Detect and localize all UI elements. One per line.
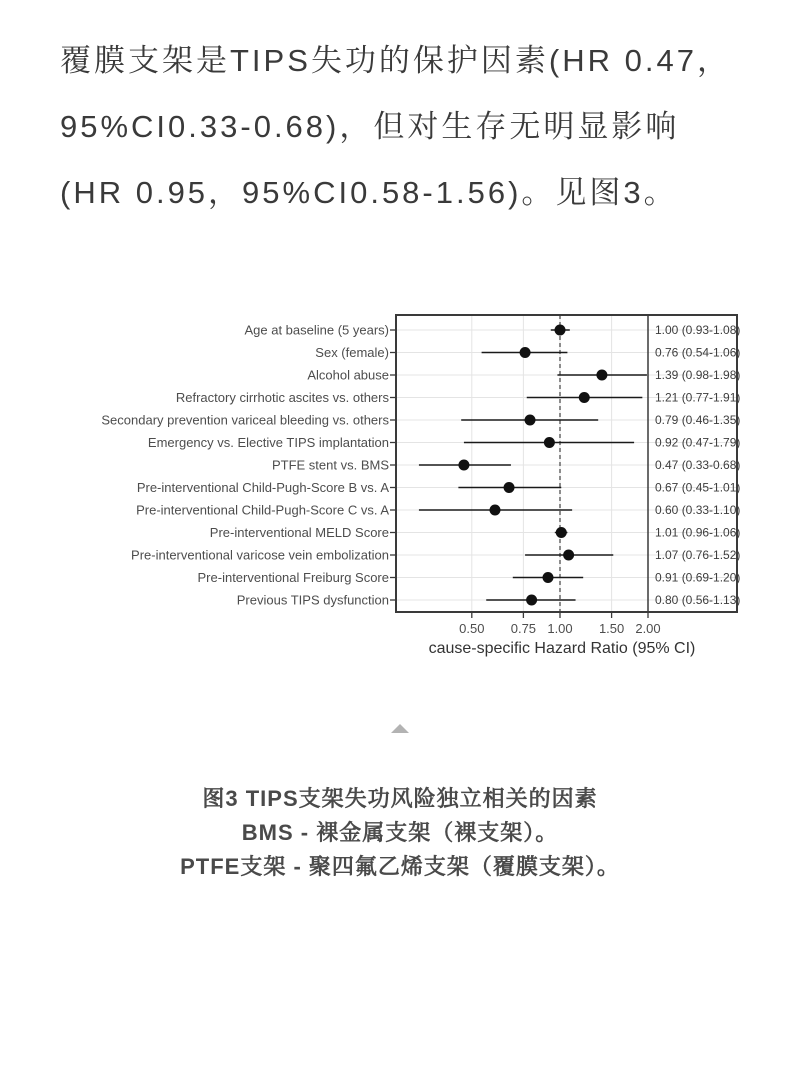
row-value: 0.80 (0.56-1.13) bbox=[655, 593, 741, 607]
row-value: 1.07 (0.76-1.52) bbox=[655, 548, 741, 562]
caption-line: BMS - 裸金属支架（裸支架）。 bbox=[241, 820, 559, 845]
row-value: 0.76 (0.54-1.06) bbox=[655, 345, 741, 360]
hr-point bbox=[526, 595, 537, 606]
triangle-up-icon bbox=[391, 724, 409, 733]
body-paragraph bbox=[60, 28, 750, 226]
x-tick-label: 0.75 bbox=[510, 621, 537, 636]
row-label: Sex (female) bbox=[315, 345, 389, 360]
row-value: 0.92 (0.47-1.79) bbox=[655, 435, 741, 450]
x-tick-label: 0.50 bbox=[459, 621, 485, 636]
x-tick-label: 1.00 bbox=[547, 621, 573, 636]
caption-line: PTFE支架 - 聚四氟乙烯支架（覆膜支架）。 bbox=[180, 854, 620, 879]
hr-point bbox=[596, 370, 607, 381]
row-value: 0.47 (0.33-0.68) bbox=[655, 458, 741, 472]
row-label: Age at baseline (5 years) bbox=[244, 322, 389, 338]
hr-point bbox=[542, 572, 553, 583]
hr-point bbox=[579, 392, 590, 403]
row-label: PTFE stent vs. BMS bbox=[271, 457, 389, 473]
row-value: 1.39 (0.98-1.98) bbox=[655, 368, 741, 382]
x-axis-title: cause-specific Hazard Ratio (95% CI) bbox=[428, 640, 696, 657]
caption-title: 图3 TIPS支架失功风险独立相关的因素 bbox=[202, 786, 598, 811]
hr-point bbox=[544, 437, 555, 448]
row-value: 1.21 (0.77-1.91) bbox=[655, 390, 741, 405]
paragraph-line: 95%CI0.33-0.68)，但对生存无明显影响 bbox=[60, 109, 680, 144]
hr-point bbox=[504, 482, 515, 493]
row-label: Pre-interventional MELD Score bbox=[209, 525, 389, 540]
row-label: Refractory cirrhotic ascites vs. others bbox=[175, 390, 389, 405]
x-tick-label: 2.00 bbox=[635, 621, 661, 636]
x-tick-label: 1.50 bbox=[598, 621, 625, 636]
row-label: Pre-interventional varicose vein embolization bbox=[131, 547, 389, 563]
row-label: Pre-interventional Child-Pugh-Score B vs. A bbox=[136, 480, 389, 495]
row-value: 0.91 (0.69-1.20) bbox=[655, 570, 741, 585]
hr-point bbox=[458, 460, 469, 471]
paragraph-line: 覆膜支架是TIPS失功的保护因素(HR 0.47， bbox=[60, 43, 731, 78]
row-value: 1.01 (0.96-1.06) bbox=[655, 525, 741, 540]
hr-point bbox=[563, 550, 574, 561]
row-label: Emergency vs. Elective TIPS implantation bbox=[147, 435, 389, 450]
collapse-arrow bbox=[0, 724, 800, 733]
row-label: Previous TIPS dysfunction bbox=[236, 592, 389, 608]
hr-point bbox=[556, 527, 567, 538]
row-value: 0.60 (0.33-1.10) bbox=[655, 503, 741, 517]
row-label: Alcohol abuse bbox=[307, 367, 389, 383]
figure-3 bbox=[0, 300, 800, 670]
row-label: Pre-interventional Child-Pugh-Score C vs. A bbox=[136, 502, 389, 518]
hr-point bbox=[525, 415, 536, 426]
figure-caption bbox=[0, 782, 800, 884]
hr-point bbox=[555, 325, 566, 336]
row-label: Secondary prevention variceal bleeding vs. others bbox=[101, 412, 389, 428]
hr-point bbox=[489, 505, 500, 516]
row-value: 0.67 (0.45-1.01) bbox=[655, 480, 741, 495]
forest-plot bbox=[0, 300, 800, 670]
row-value: 1.00 (0.93-1.08) bbox=[655, 323, 741, 337]
row-value: 0.79 (0.46-1.35) bbox=[655, 413, 741, 427]
paragraph-line: (HR 0.95，95%CI0.58-1.56)。见图3。 bbox=[60, 175, 678, 210]
row-label: Pre-interventional Freiburg Score bbox=[197, 570, 389, 585]
hr-point bbox=[520, 347, 531, 358]
